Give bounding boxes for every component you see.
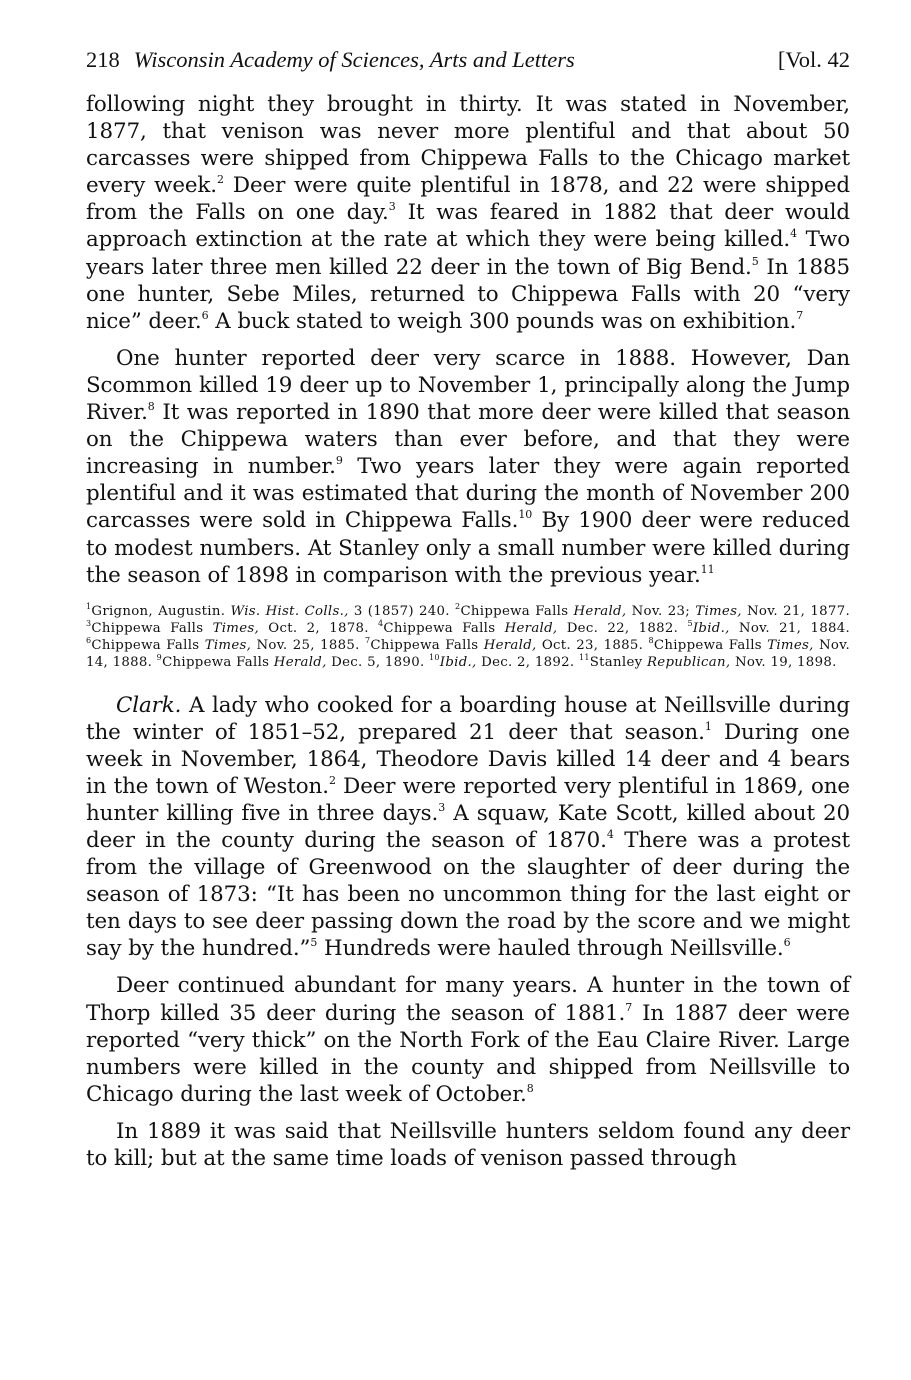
text-run: A lady who cooked for a boarding house at Neillsville during the winter of 1851–52, prepared 21 deer that season. — [86, 692, 850, 745]
text-run: It was feared in 1882 that deer would approach extinction at the rate at which they were being killed. — [86, 200, 850, 253]
footnote-ref: 3 — [388, 200, 396, 214]
footnote-number: 7 — [365, 636, 371, 646]
footnote-ref: 7 — [796, 308, 804, 322]
paragraph — [86, 1118, 850, 1172]
footnote-source: Herald, — [483, 638, 537, 654]
text-run: Deer continued abundant for many years. A hunter in the town of Thorp killed 35 deer during the season of 1881. — [86, 973, 850, 1026]
page — [86, 44, 850, 1172]
footnote-source: Herald, — [573, 603, 627, 619]
footnote-source: Herald, — [273, 655, 327, 671]
text-run: Deer were quite plentiful in 1878, and 22 were shipped from the Falls on one day. — [86, 173, 850, 226]
footnote-source: Ibid., — [439, 655, 477, 671]
volume-label: [Vol. 42 — [777, 47, 850, 72]
footnote-text: Chippewa Falls — [91, 620, 213, 636]
main-text-continued — [86, 692, 850, 1173]
running-header — [86, 44, 850, 76]
footnote-source: Ibid., — [692, 620, 730, 636]
footnote-text: Chippewa Falls — [91, 638, 205, 654]
text-run: In 1889 it was said that Neillsville hunters seldom found any deer to kill; but at the same time loads of venison passed through — [86, 1118, 850, 1171]
footnote-text: Dec. 5, 1890. — [326, 655, 430, 671]
footnote-number: 3 — [86, 618, 92, 628]
footnote-ref: 4 — [790, 227, 798, 241]
footnote-text: Nov. 21, 1877. — [741, 603, 850, 619]
text-run: One hunter reported deer very scarce in 1888. However, Dan Scommon killed 19 deer up to November 1, principally along the Jump River. — [86, 345, 850, 426]
text-run: There was a protest from the village of Greenwood on the slaughter of deer during the season of 1873: “It has been no uncommon thing for the last eight or ten days to see deer passing down the road by the score and we might say by the hundred.” — [86, 827, 851, 962]
footnote-text: Stanley — [589, 655, 647, 671]
footnote-text: Chippewa Falls — [460, 603, 574, 619]
footnote-text: 3 (1857) 240. — [348, 603, 456, 619]
footnote-number: 8 — [648, 636, 654, 646]
main-text — [86, 91, 850, 589]
footnote-text: Oct. 2, 1878. — [259, 620, 379, 636]
paragraph — [86, 692, 850, 963]
text-run: Two years later they were again reported plentiful and it was estimated that during the month of November 200 carcasses were sold in Chippewa Falls. — [86, 454, 850, 534]
footnote-ref: 4 — [606, 827, 614, 841]
footnote-number: 4 — [378, 618, 384, 628]
text-run: Deer were reported very plentiful in 1869, one hunter killing five in three days. — [86, 773, 850, 826]
footnotes — [86, 603, 850, 672]
text-run: In 1885 one hunter, Sebe Miles, returned to Chippewa Falls with 20 “very nice” deer. — [86, 254, 850, 334]
paragraph — [86, 91, 850, 335]
footnote-number: 10 — [429, 653, 440, 663]
footnote-ref: 10 — [518, 508, 533, 522]
text-run: Two years later three men killed 22 deer in the town of Big Bend. — [86, 227, 851, 280]
footnote-number: 2 — [455, 601, 461, 611]
footnote-ref: 11 — [700, 562, 715, 576]
footnote-text: Nov. 21, 1884. — [729, 620, 851, 636]
footnote-ref: 8 — [526, 1081, 534, 1095]
footnote-text: Chippewa Falls — [370, 638, 484, 654]
footnote-source: Times, — [212, 620, 260, 636]
footnote-source: Times, — [695, 603, 742, 619]
footnote-text: Chippewa Falls — [162, 655, 274, 671]
footnote-ref: 1 — [704, 719, 712, 733]
footnote-ref: 6 — [783, 936, 791, 950]
footnote-text: Nov. 25, 1885. — [251, 638, 365, 654]
county-heading: Clark. — [116, 692, 182, 718]
text-run: In 1887 deer were reported “very thick” on the North Fork of the Eau Claire River. Large numbers were killed in the county and shipped from Neillsville to Chicago during the last week of October. — [86, 1000, 850, 1107]
footnote-number: 5 — [687, 618, 693, 628]
footnote-source: Republican, — [646, 655, 731, 671]
footnote-ref: 2 — [328, 773, 336, 787]
footnote-number: 11 — [578, 653, 590, 663]
footnote-ref: 5 — [310, 936, 318, 950]
footnote-ref: 5 — [751, 254, 759, 268]
footnote-text: Grignon, Augustin. — [91, 603, 231, 619]
page-number: 218 — [86, 47, 120, 72]
text-run: It was reported in 1890 that more deer were killed that season on the Chippewa waters than ever before, and that they were increasing in number. — [86, 400, 850, 480]
journal-title: Wisconsin Academy of Sciences, Arts and Letters — [133, 47, 575, 72]
footnote-text: Dec. 22, 1882. — [557, 620, 688, 636]
footnote-ref: 8 — [147, 400, 155, 414]
footnote-ref: 9 — [335, 454, 343, 468]
paragraph — [86, 345, 850, 589]
footnote-text: Dec. 2, 1892. — [476, 655, 579, 671]
text-run: During one week in November, 1864, Theodore Davis killed 14 deer and 4 bears in the town of Weston. — [86, 719, 850, 799]
paragraph — [86, 972, 850, 1107]
footnote-ref: 6 — [201, 308, 209, 322]
footnote-ref: 7 — [625, 1000, 633, 1014]
footnote-text: Chippewa Falls — [653, 638, 768, 654]
footnote-number: 9 — [156, 653, 163, 663]
text-run: A buck stated to weigh 300 pounds was on exhibition. — [208, 308, 797, 334]
footnote-text: Nov. 14, 1888. — [86, 638, 850, 671]
footnote-ref: 2 — [217, 173, 224, 187]
footnote-text: Oct. 23, 1885. — [536, 638, 649, 654]
footnote-source: Times, — [204, 638, 252, 654]
footnote-number: 1 — [86, 601, 92, 611]
footnote-source: Herald, — [504, 620, 558, 636]
footnote-text: Nov. 23; — [626, 603, 696, 619]
footnote-text: Chippewa Falls — [383, 620, 505, 636]
footnote-ref: 3 — [438, 800, 446, 814]
text-run: following night they brought in thirty. It was stated in November, 1877, that venison was never more plentiful and that about 50 carcasses were shipped from Chippewa Falls to the Chicago market every week. — [86, 92, 850, 199]
footnote-source: Wis. Hist. Colls., — [230, 603, 349, 619]
text-run: By 1900 deer were reduced to modest numbers. At Stanley only a small number were killed during the season of 1898 in comparison with the previous year. — [86, 508, 850, 588]
text-run: Hundreds were hauled through Neillsville. — [317, 936, 784, 962]
footnote-source: Times, — [767, 638, 814, 654]
footnote-text: Nov. 19, 1898. — [730, 655, 837, 671]
text-run: A squaw, Kate Scott, killed about 20 deer in the county during the season of 1870. — [86, 800, 851, 853]
footnote-number: 6 — [86, 636, 92, 646]
